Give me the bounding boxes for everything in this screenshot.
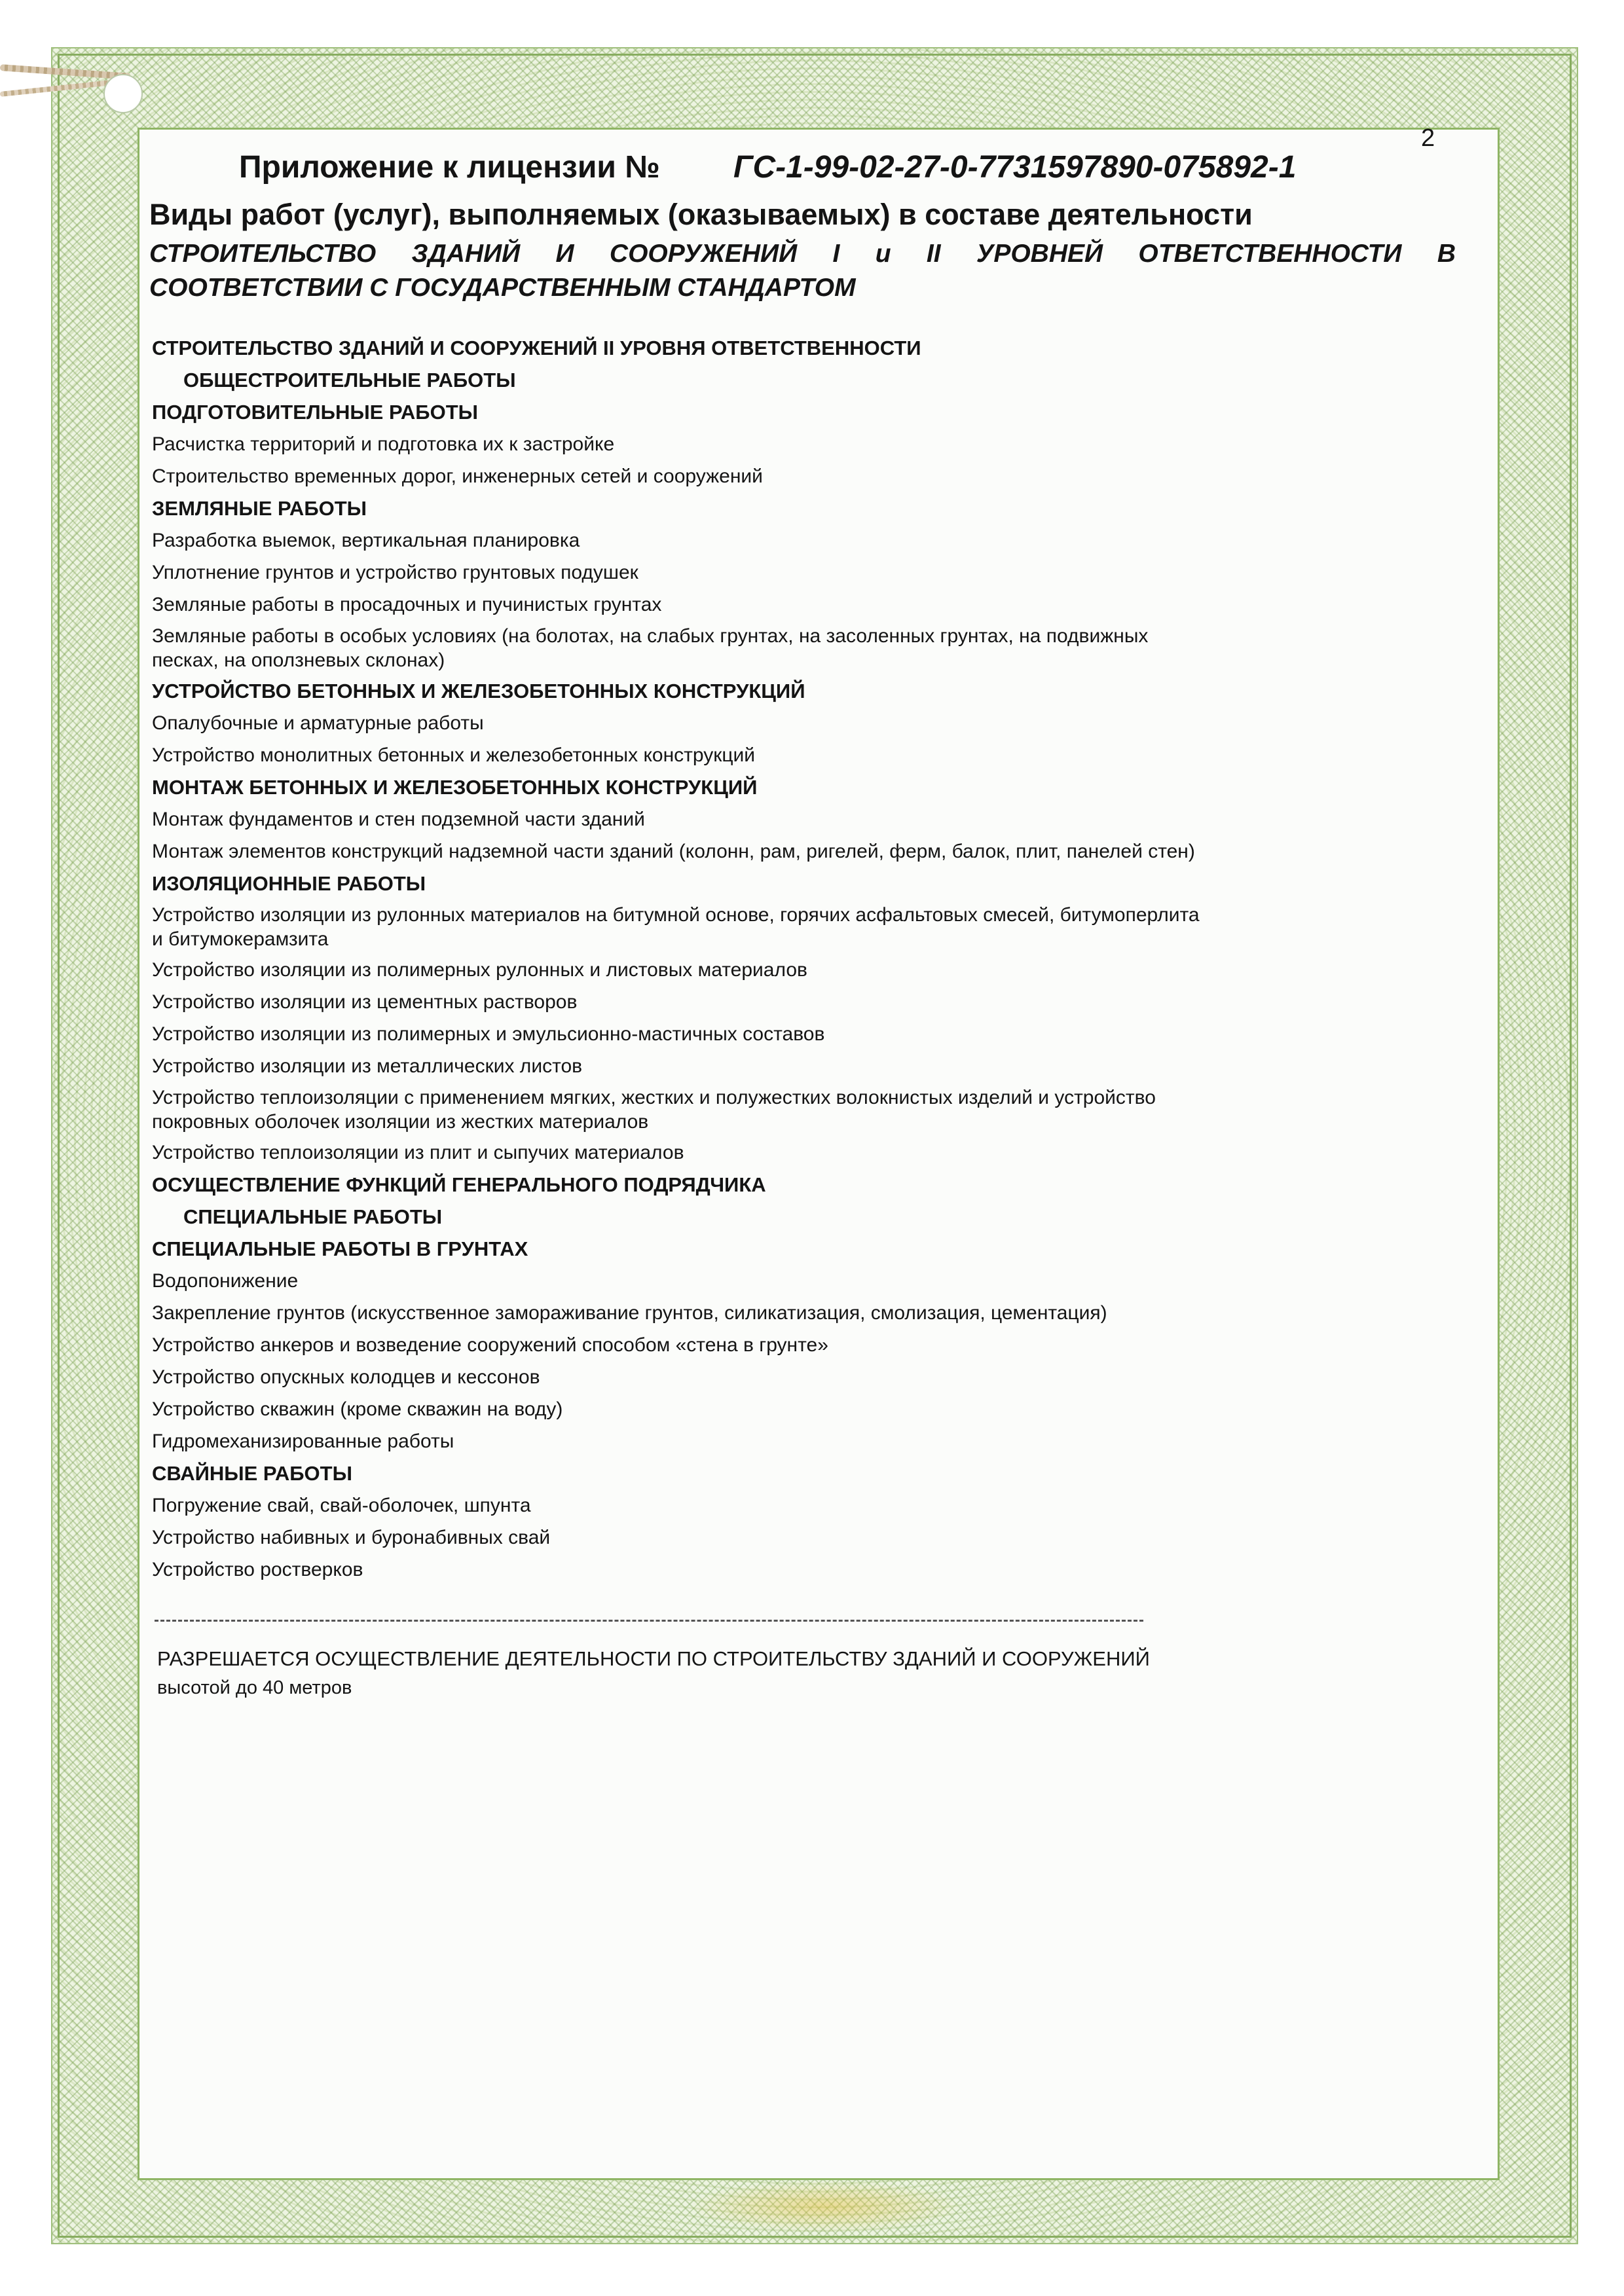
work-item xyxy=(152,957,1396,983)
item-text: Устройство опускных колодцев и кессонов xyxy=(152,1366,540,1388)
item-text: Устройство теплоизоляции из плит и сыпучих материалов xyxy=(152,1142,684,1163)
work-item xyxy=(152,807,1396,833)
work-item xyxy=(152,431,1396,458)
item-text: Водопонижение xyxy=(152,1270,299,1292)
item-text: Земляные работы в особых условиях (на болотах, на слабых грунтах, на засоленных грунтах, на подвижных xyxy=(152,625,1149,647)
work-item xyxy=(152,528,1396,554)
work-item xyxy=(152,1396,1396,1423)
group-heading xyxy=(152,871,1396,897)
item-text: Закрепление грунтов (искусственное замораживание грунтов, силикатизация, смолизация, цементация) xyxy=(152,1302,1107,1324)
item-text: Устройство изоляции из цементных растворов xyxy=(152,991,578,1013)
item-text: Устройство ростверков xyxy=(152,1559,363,1580)
item-text: Земляные работы в просадочных и пучинистых грунтах xyxy=(152,594,662,615)
item-text-continued: песках, на оползневых склонах) xyxy=(152,649,445,671)
work-item xyxy=(152,903,1396,951)
border-ornament xyxy=(688,2180,963,2232)
item-text: Монтаж элементов конструкций надземной части зданий (колонн, рам, ригелей, ферм, балок, плит, панелей стен) xyxy=(152,841,1195,862)
work-item xyxy=(152,1053,1396,1080)
item-text: ПОДГОТОВИТЕЛЬНЫЕ РАБОТЫ xyxy=(152,401,478,424)
work-item xyxy=(152,1493,1396,1519)
group-heading xyxy=(152,496,1396,522)
item-text: Устройство монолитных бетонных и железобетонных конструкций xyxy=(152,744,756,766)
work-item xyxy=(152,1140,1396,1166)
item-text: ОСУЩЕСТВЛЕНИЕ ФУНКЦИЙ ГЕНЕРАЛЬНОГО ПОДРЯДЧИКА xyxy=(152,1173,766,1196)
group-heading xyxy=(152,399,1396,426)
work-types-list xyxy=(152,335,1396,1589)
license-number: ГС-1-99-02-27-0-7731597890-075892-1 xyxy=(733,150,1297,185)
activity-name-line-2: СООТВЕТСТВИИ С ГОСУДАРСТВЕННЫМ СТАНДАРТОМ xyxy=(149,274,856,302)
item-text-continued: покровных оболочек изоляции из жестких материалов xyxy=(152,1111,649,1133)
page-number: 2 xyxy=(1421,124,1435,152)
item-text: СПЕЦИАЛЬНЫЕ РАБОТЫ xyxy=(183,1205,443,1228)
work-item xyxy=(152,560,1396,586)
item-text: Устройство изоляции из полимерных рулонных и листовых материалов xyxy=(152,959,807,981)
item-text: Устройство изоляции из рулонных материалов на битумной основе, горячих асфальтовых смесей, битумоперлита xyxy=(152,904,1200,926)
activity-heading xyxy=(152,335,1396,361)
item-text: Устройство скважин (кроме скважин на воду) xyxy=(152,1398,563,1420)
item-text: ЗЕМЛЯНЫЕ РАБОТЫ xyxy=(152,497,367,520)
work-item xyxy=(152,1021,1396,1048)
group-heading xyxy=(152,678,1396,704)
item-text: Монтаж фундаментов и стен подземной части зданий xyxy=(152,809,645,830)
work-item xyxy=(152,1557,1396,1583)
work-item xyxy=(152,710,1396,737)
item-text: ИЗОЛЯЦИОННЫЕ РАБОТЫ xyxy=(152,872,426,895)
item-text: Строительство временных дорог, инженерных сетей и сооружений xyxy=(152,465,763,487)
item-text: СВАЙНЫЕ РАБОТЫ xyxy=(152,1462,352,1485)
item-text: ОБЩЕСТРОИТЕЛЬНЫЕ РАБОТЫ xyxy=(183,369,516,392)
group-heading xyxy=(152,1172,1396,1198)
page-title xyxy=(239,149,1297,185)
item-text: Уплотнение грунтов и устройство грунтовых подушек xyxy=(152,562,638,583)
item-text: Устройство набивных и буронабивных свай xyxy=(152,1527,551,1548)
punch-hole xyxy=(103,74,143,113)
item-text-continued: и битумокерамзита xyxy=(152,928,329,950)
permit-line-2: высотой до 40 метров xyxy=(157,1677,352,1698)
permit-note xyxy=(157,1645,1150,1702)
item-text: Устройство теплоизоляции с применением мягких, жестких и полужестких волокнистых изделий и устройство xyxy=(152,1087,1156,1108)
item-text: СТРОИТЕЛЬСТВО ЗДАНИЙ И СООРУЖЕНИЙ II УРОВНЯ ОТВЕТСТВЕННОСТИ xyxy=(152,337,921,359)
group-heading xyxy=(152,1461,1396,1487)
work-item xyxy=(152,464,1396,490)
work-item xyxy=(152,742,1396,769)
title-text: Приложение к лицензии № xyxy=(239,150,660,185)
permit-line-1: РАЗРЕШАЕТСЯ ОСУЩЕСТВЛЕНИЕ ДЕЯТЕЛЬНОСТИ ПО СТРОИТЕЛЬСТВУ ЗДАНИЙ И СООРУЖЕНИЙ xyxy=(157,1647,1150,1670)
section-heading xyxy=(152,1204,1396,1230)
subtitle: Виды работ (услуг), выполняемых (оказываемых) в составе деятельности xyxy=(149,198,1253,231)
separator-line xyxy=(155,1620,1143,1622)
item-text: УСТРОЙСТВО БЕТОННЫХ И ЖЕЛЕЗОБЕТОННЫХ КОНСТРУКЦИЙ xyxy=(152,680,805,702)
item-text: Гидромеханизированные работы xyxy=(152,1430,454,1452)
item-text: Разработка выемок, вертикальная планировка xyxy=(152,530,580,551)
item-text: Погружение свай, свай-оболочек, шпунта xyxy=(152,1495,531,1516)
work-item xyxy=(152,1268,1396,1294)
item-text: Устройство анкеров и возведение сооружений способом «стена в грунте» xyxy=(152,1334,828,1356)
item-text: Расчистка территорий и подготовка их к застройке xyxy=(152,433,615,455)
group-heading xyxy=(152,774,1396,801)
group-heading xyxy=(152,1236,1396,1262)
work-item xyxy=(152,989,1396,1015)
work-item xyxy=(152,624,1396,672)
section-heading xyxy=(152,367,1396,393)
item-text: Устройство изоляции из металлических листов xyxy=(152,1055,583,1077)
work-item xyxy=(152,839,1396,865)
item-text: Устройство изоляции из полимерных и эмульсионно-мастичных составов xyxy=(152,1023,825,1045)
work-item xyxy=(152,1085,1396,1134)
work-item xyxy=(152,592,1396,618)
work-item xyxy=(152,1525,1396,1551)
work-item xyxy=(152,1364,1396,1391)
item-text: СПЕЦИАЛЬНЫЕ РАБОТЫ В ГРУНТАХ xyxy=(152,1237,528,1260)
item-text: Опалубочные и арматурные работы xyxy=(152,712,484,734)
activity-name-line-1: СТРОИТЕЛЬСТВО ЗДАНИЙ И СООРУЖЕНИЙ I и II УРОВНЕЙ ОТВЕТСТВЕННОСТИ В xyxy=(149,240,1456,268)
work-item xyxy=(152,1332,1396,1358)
item-text: МОНТАЖ БЕТОННЫХ И ЖЕЛЕЗОБЕТОННЫХ КОНСТРУКЦИЙ xyxy=(152,776,758,799)
work-item xyxy=(152,1429,1396,1455)
work-item xyxy=(152,1300,1396,1326)
